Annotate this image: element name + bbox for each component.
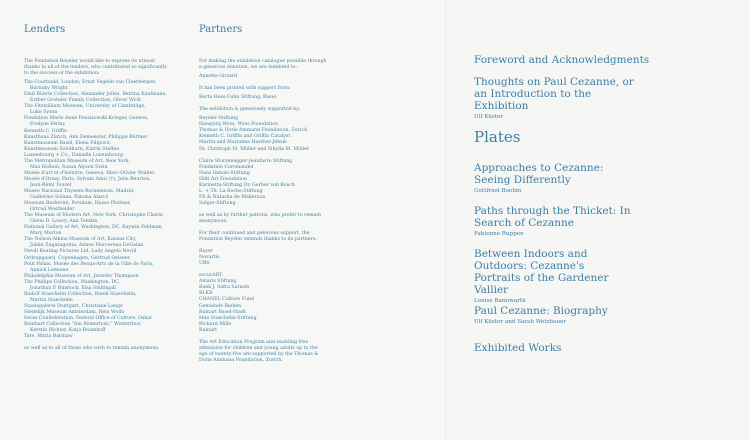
- partner-entry: Ruinart Basel-Stadt: [199, 309, 246, 315]
- toc-entry-plates[interactable]: [474, 128, 660, 146]
- lenders-column: [24, 59, 170, 352]
- partner-entry: Ruinart: [199, 327, 217, 333]
- lender-entry: Musée d'Orsay, Paris, Sylvain Amic (†), Julie Beurton,: [24, 176, 151, 182]
- lender-entry: Esther Greteler Family Collection, Oliver Wick: [30, 98, 141, 104]
- supporter-entry: Karinetta-Stiftung Dr. Gerber von Bosch: [199, 182, 295, 188]
- generous-text: The exhibition is generously supported by:: [199, 107, 301, 113]
- partner-entry: Novartis: [199, 255, 220, 261]
- lender-entry: Glenn D. Lowry, Ann Temkin: [30, 219, 98, 225]
- supporter-entry: Kenneth C. Griffin and Griffin Catalyst: [199, 134, 291, 140]
- lender-entry: The Fitzwilliam Museum, University of Cambridge,: [24, 104, 146, 110]
- lender-entry: Swiss Confederation, Federal Office of Culture, Oskar: [24, 315, 153, 321]
- lender-entry: Jean-Rémi Touzet: [30, 182, 72, 188]
- lender-entry: Stedelijk Museum Amsterdam, Rein Wolfs: [24, 309, 125, 315]
- catalogue-donor: Annette Girsard: [199, 74, 238, 80]
- catalogue-text: For making the exhibition catalogue possible through a generous donation, we are indebted to:: [199, 59, 327, 71]
- book-gutter: [445, 0, 451, 440]
- lender-entry: Kunsthaus Zürich, Ann Demeester, Philippe Büttner: [24, 134, 148, 140]
- lender-entry: Fondation Marie Anne Poniatowski Krieger, Geneva,: [24, 116, 149, 122]
- toc-title: Exhibited Works: [474, 342, 562, 354]
- toc-entry-exhibited-works[interactable]: [474, 342, 660, 354]
- lender-entry: Luxembourg + Co., Danielle Luxembourg: [24, 152, 123, 158]
- partner-entry: Max Staechelin-Stiftung: [199, 315, 257, 321]
- lender-entry: Staatsgalerie Stuttgart, Christiane Lange: [24, 303, 123, 309]
- lender-entry: Luke Syson: [30, 110, 58, 116]
- supporters-list: [199, 116, 327, 207]
- lenders-heading: Lenders: [24, 24, 66, 35]
- toc-title: Paths through the Thicket: In Search of Cezanne: [474, 205, 631, 229]
- lender-entry: The Courtauld, London, Ernst Vegelin van Claerbergen,: [24, 80, 157, 86]
- lender-entry: Rudolf Staechelin Collection, Ruedi Staechelin,: [24, 291, 137, 297]
- continued-text: For their continued and generous support, the Fondation Beyeler extends thanks to its partners:: [199, 231, 317, 243]
- lender-entry: Philadelphia Museum of Art, Jennifer Thompson: [24, 273, 139, 279]
- further-patrons: as well as by further patrons, who prefer to remain anonymous.: [199, 212, 321, 224]
- supporter-entry: Beyeler-Stiftung: [199, 116, 238, 122]
- toc-entry-foreword[interactable]: [474, 54, 660, 66]
- partner-entry: CHANEL Culture Fund: [199, 297, 254, 303]
- lender-entry: Petit Palais, Musée des Beaux-Arts de la Ville de Paris,: [24, 261, 154, 267]
- partner-entry: Amaris Stiftung: [199, 279, 237, 285]
- supporter-entry: Thomas & Doris Ammann Foundation, Zurich: [199, 128, 308, 134]
- lender-entry: Barnaby Wright: [30, 86, 68, 92]
- toc-entry-biography[interactable]: [474, 305, 660, 325]
- supporter-entry: Hansjörg Wyss, Wyss Foundation: [199, 122, 279, 128]
- lender-entry: Reinhart Collection "Am Römerholz," Winterthur,: [24, 322, 142, 328]
- toc-entry-thoughts[interactable]: [474, 76, 646, 120]
- lender-entry: Museum Barberini, Potsdam, Hasso Plattner,: [24, 201, 131, 207]
- lender-entry: Kunstmuseum Basel, Elena Filipovic: [24, 140, 111, 146]
- lender-entry: Martin Staechelin: [30, 297, 73, 303]
- partner-entry: UBS: [199, 261, 210, 267]
- lender-entry: The Phillips Collection, Washington, DC,: [24, 279, 121, 285]
- lender-entry: Jonathan P. Binstock, Elsa Smithgall: [30, 285, 116, 291]
- toc-title: Plates: [474, 128, 521, 146]
- partners-list-secondary: [199, 273, 327, 333]
- partner-entry: accurART: [199, 273, 223, 279]
- lender-entry: Nevill Keating Pictures Ltd, Lady Angela Nevill: [24, 249, 137, 255]
- supporter-entry: L. + Th. La Roche-Stiftung: [199, 188, 263, 194]
- partner-entry: Bayer: [199, 249, 213, 255]
- lender-entry: Musée d'art et d'histoire, Geneva, Marc-Olivier Wahler: [24, 170, 155, 176]
- lender-entry: Tate, Maria Balshaw: [24, 334, 73, 340]
- partners-heading: Partners: [199, 24, 243, 35]
- lender-entry: Emil Bührle Collection, Alexander Jolles, Bettina Kaufmann,: [24, 92, 167, 98]
- lenders-intro: The Fondation Beyeler would like to express its utmost thanks to all of the lenders, who contributed so significantly to the success of the exhibition:: [24, 59, 168, 77]
- toc-title: Approaches to Cezanne: Seeing Differently: [474, 162, 604, 186]
- toc-author: Ulf Küster: [474, 114, 504, 120]
- partners-column: [199, 59, 327, 364]
- toc-author: Gottfried Boehm: [474, 188, 522, 194]
- lenders-closing: as well as to all of those who wish to remain anonymous.: [24, 346, 160, 352]
- lender-entry: Museo Nacional Thyssen-Bornemisza, Madrid,: [24, 188, 135, 194]
- education-text: The Art Education Program and enabling free admission for children and young adults up to the age of twenty-five are supported by the Thomas & Doris Ammann Foundation, Zurich.: [199, 339, 319, 363]
- toc-title: Between Indoors and Outdoors: Cezanne's Portraits of the Gardener Vallier: [474, 248, 609, 296]
- lender-entry: Kerstin Richter, Katja Baumhoff: [30, 328, 106, 334]
- toc-author: Fabienne Ruppen: [474, 231, 524, 237]
- supporter-entry: Claire Sturzenegger-Jeanfavre Stiftung: [199, 158, 293, 164]
- lender-entry: National Gallery of Art, Washington, DC, Kaywin Feldman,: [24, 225, 164, 231]
- supporter-entry: Dr. Christoph M. Müller and Sibylla M. Müller: [199, 146, 310, 152]
- partner-entry: BLKB: [199, 291, 213, 297]
- toc-entry-paths[interactable]: [474, 205, 634, 237]
- printed-supporter: Berta Hess-Cohn Stiftung, Basel: [199, 95, 276, 101]
- lender-entry: Kunstmuseum Solothurn, Katrin Steffen: [24, 146, 120, 152]
- supporter-entry: Sulger-Stiftung: [199, 200, 236, 206]
- lender-entry: The Nelson-Atkins Museum of Art, Kansas City,: [24, 237, 137, 243]
- toc-author: Ulf Küster and Sarah Wetzbauer: [474, 319, 567, 325]
- supporter-entry: Hans Imholz-Stiftung: [199, 170, 250, 176]
- lender-entry: The Museum of Modern Art, New York, Christophe Cherix,: [24, 213, 164, 219]
- supporter-entry: Hilti Art Foundation: [199, 176, 247, 182]
- toc-entry-between[interactable]: [474, 248, 632, 304]
- partner-entry: Bank J. Safra Sarasin: [199, 285, 250, 291]
- lender-entry: Guillermo Solana, Paloma Alarcó: [30, 195, 109, 201]
- supporter-entry: Fondation Coromandel: [199, 164, 254, 170]
- lenders-list: [24, 80, 170, 340]
- lender-entry: Mary Morton: [30, 231, 62, 237]
- toc-title: Paul Cezanne: Biography: [474, 305, 608, 317]
- lender-entry: Kenneth C. Griffin: [24, 128, 68, 134]
- lender-entry: Ordrupgaard, Copenhagen, Gertrud Oelsner: [24, 255, 130, 261]
- toc-entry-approaches[interactable]: [474, 162, 634, 194]
- printed-text: It has been printed with support from:: [199, 86, 291, 92]
- lender-entry: Evelyne Ferlay: [30, 122, 66, 128]
- partner-entry: Gemeinde Riehen: [199, 303, 242, 309]
- toc-title: Thoughts on Paul Cezanne, or an Introduction to the Exhibition: [474, 76, 634, 112]
- toc-author: Louise Bannwarth: [474, 298, 526, 304]
- supporter-entry: PX & Natasha de Malleraux: [199, 194, 266, 200]
- lender-entry: Max Hollein, Susan Alyson Stein: [30, 164, 108, 170]
- lender-entry: Ortrud Westheider: [30, 207, 75, 213]
- lender-entry: The Metropolitan Museum of Art, New York,: [24, 158, 130, 164]
- partners-list-main: [199, 249, 327, 267]
- partner-entry: Richard Mille: [199, 321, 232, 327]
- lender-entry: Julián Zugazagoitia, Aimee Marcereau DeGalan: [30, 243, 144, 249]
- toc-title: Foreword and Acknowledgments: [474, 54, 650, 66]
- lender-entry: Annick Lemoine: [30, 267, 69, 273]
- supporter-entry: Martin and Marianne Haefner-Jehsik: [199, 140, 287, 146]
